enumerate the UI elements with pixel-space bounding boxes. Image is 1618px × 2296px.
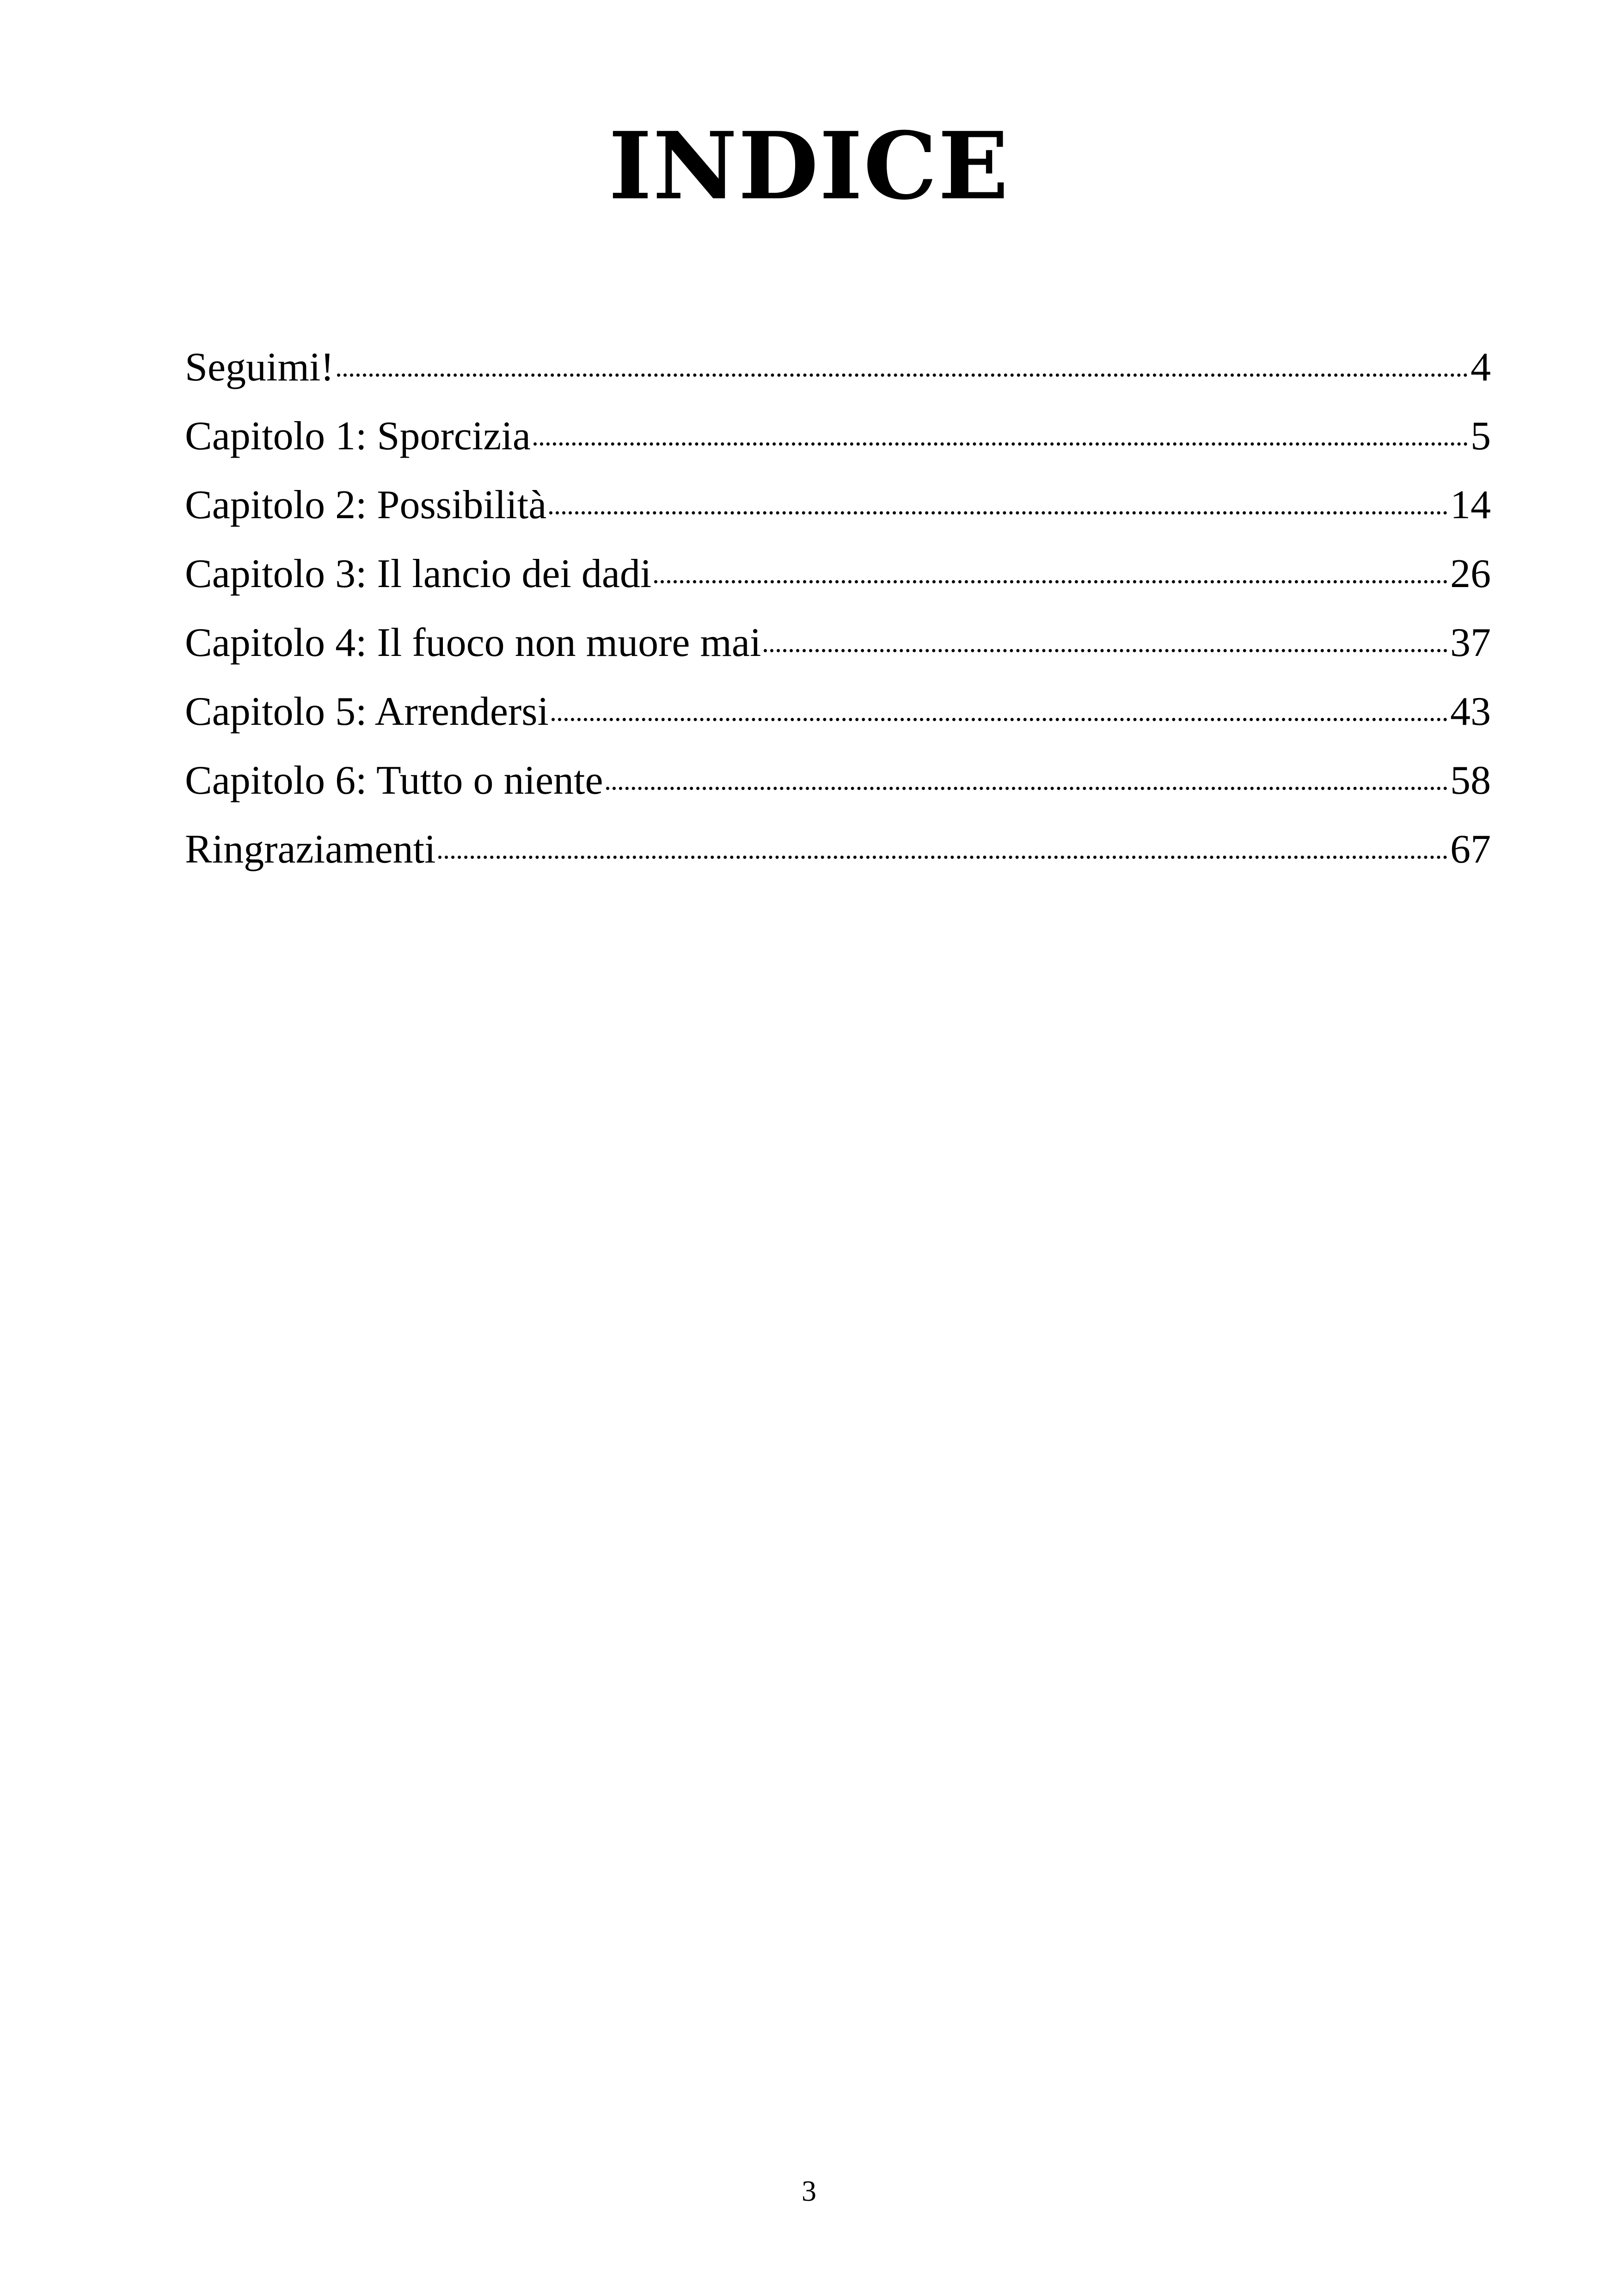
toc-dot-leader: [606, 787, 1447, 790]
toc-dot-leader: [552, 718, 1447, 721]
toc-dot-leader: [654, 580, 1447, 583]
toc-entry-capitolo-6[interactable]: [185, 746, 1491, 815]
toc-entry-label: Capitolo 2: Possibilità: [185, 483, 547, 527]
toc-entry-capitolo-5[interactable]: [185, 677, 1491, 746]
toc-entry-label: Capitolo 6: Tutto o niente: [185, 758, 603, 803]
toc-entry-label: Capitolo 3: Il lancio dei dadi: [185, 551, 652, 596]
toc-entry-label: Capitolo 1: Sporcizia: [185, 414, 531, 459]
toc-entry-page: 26: [1450, 551, 1491, 596]
toc-entry-page: 43: [1450, 689, 1491, 734]
table-of-contents: [185, 333, 1491, 884]
toc-entry-page: 14: [1450, 483, 1491, 527]
toc-entry-label: Ringraziamenti: [185, 827, 436, 872]
toc-entry-capitolo-2[interactable]: [185, 471, 1491, 539]
toc-entry-page: 67: [1450, 827, 1491, 872]
toc-entry-label: Capitolo 4: Il fuoco non muore mai: [185, 620, 761, 665]
toc-dot-leader: [533, 442, 1468, 446]
toc-entry-seguimi[interactable]: [185, 333, 1491, 402]
toc-entry-ringraziamenti[interactable]: [185, 815, 1491, 884]
toc-entry-capitolo-4[interactable]: [185, 608, 1491, 677]
toc-entry-label: Seguimi!: [185, 345, 334, 390]
toc-entry-page: 5: [1471, 414, 1491, 459]
page-number: 3: [802, 2174, 816, 2207]
toc-entry-page: 58: [1450, 758, 1491, 803]
toc-dot-leader: [337, 373, 1468, 377]
toc-entry-capitolo-1[interactable]: [185, 402, 1491, 471]
toc-entry-label: Capitolo 5: Arrendersi: [185, 689, 549, 734]
toc-entry-page: 4: [1471, 345, 1491, 390]
toc-dot-leader: [549, 511, 1447, 514]
toc-dot-leader: [438, 856, 1447, 859]
toc-dot-leader: [764, 649, 1447, 652]
toc-entry-page: 37: [1450, 620, 1491, 665]
page-title: INDICE: [608, 112, 1010, 220]
toc-entry-capitolo-3[interactable]: [185, 539, 1491, 608]
